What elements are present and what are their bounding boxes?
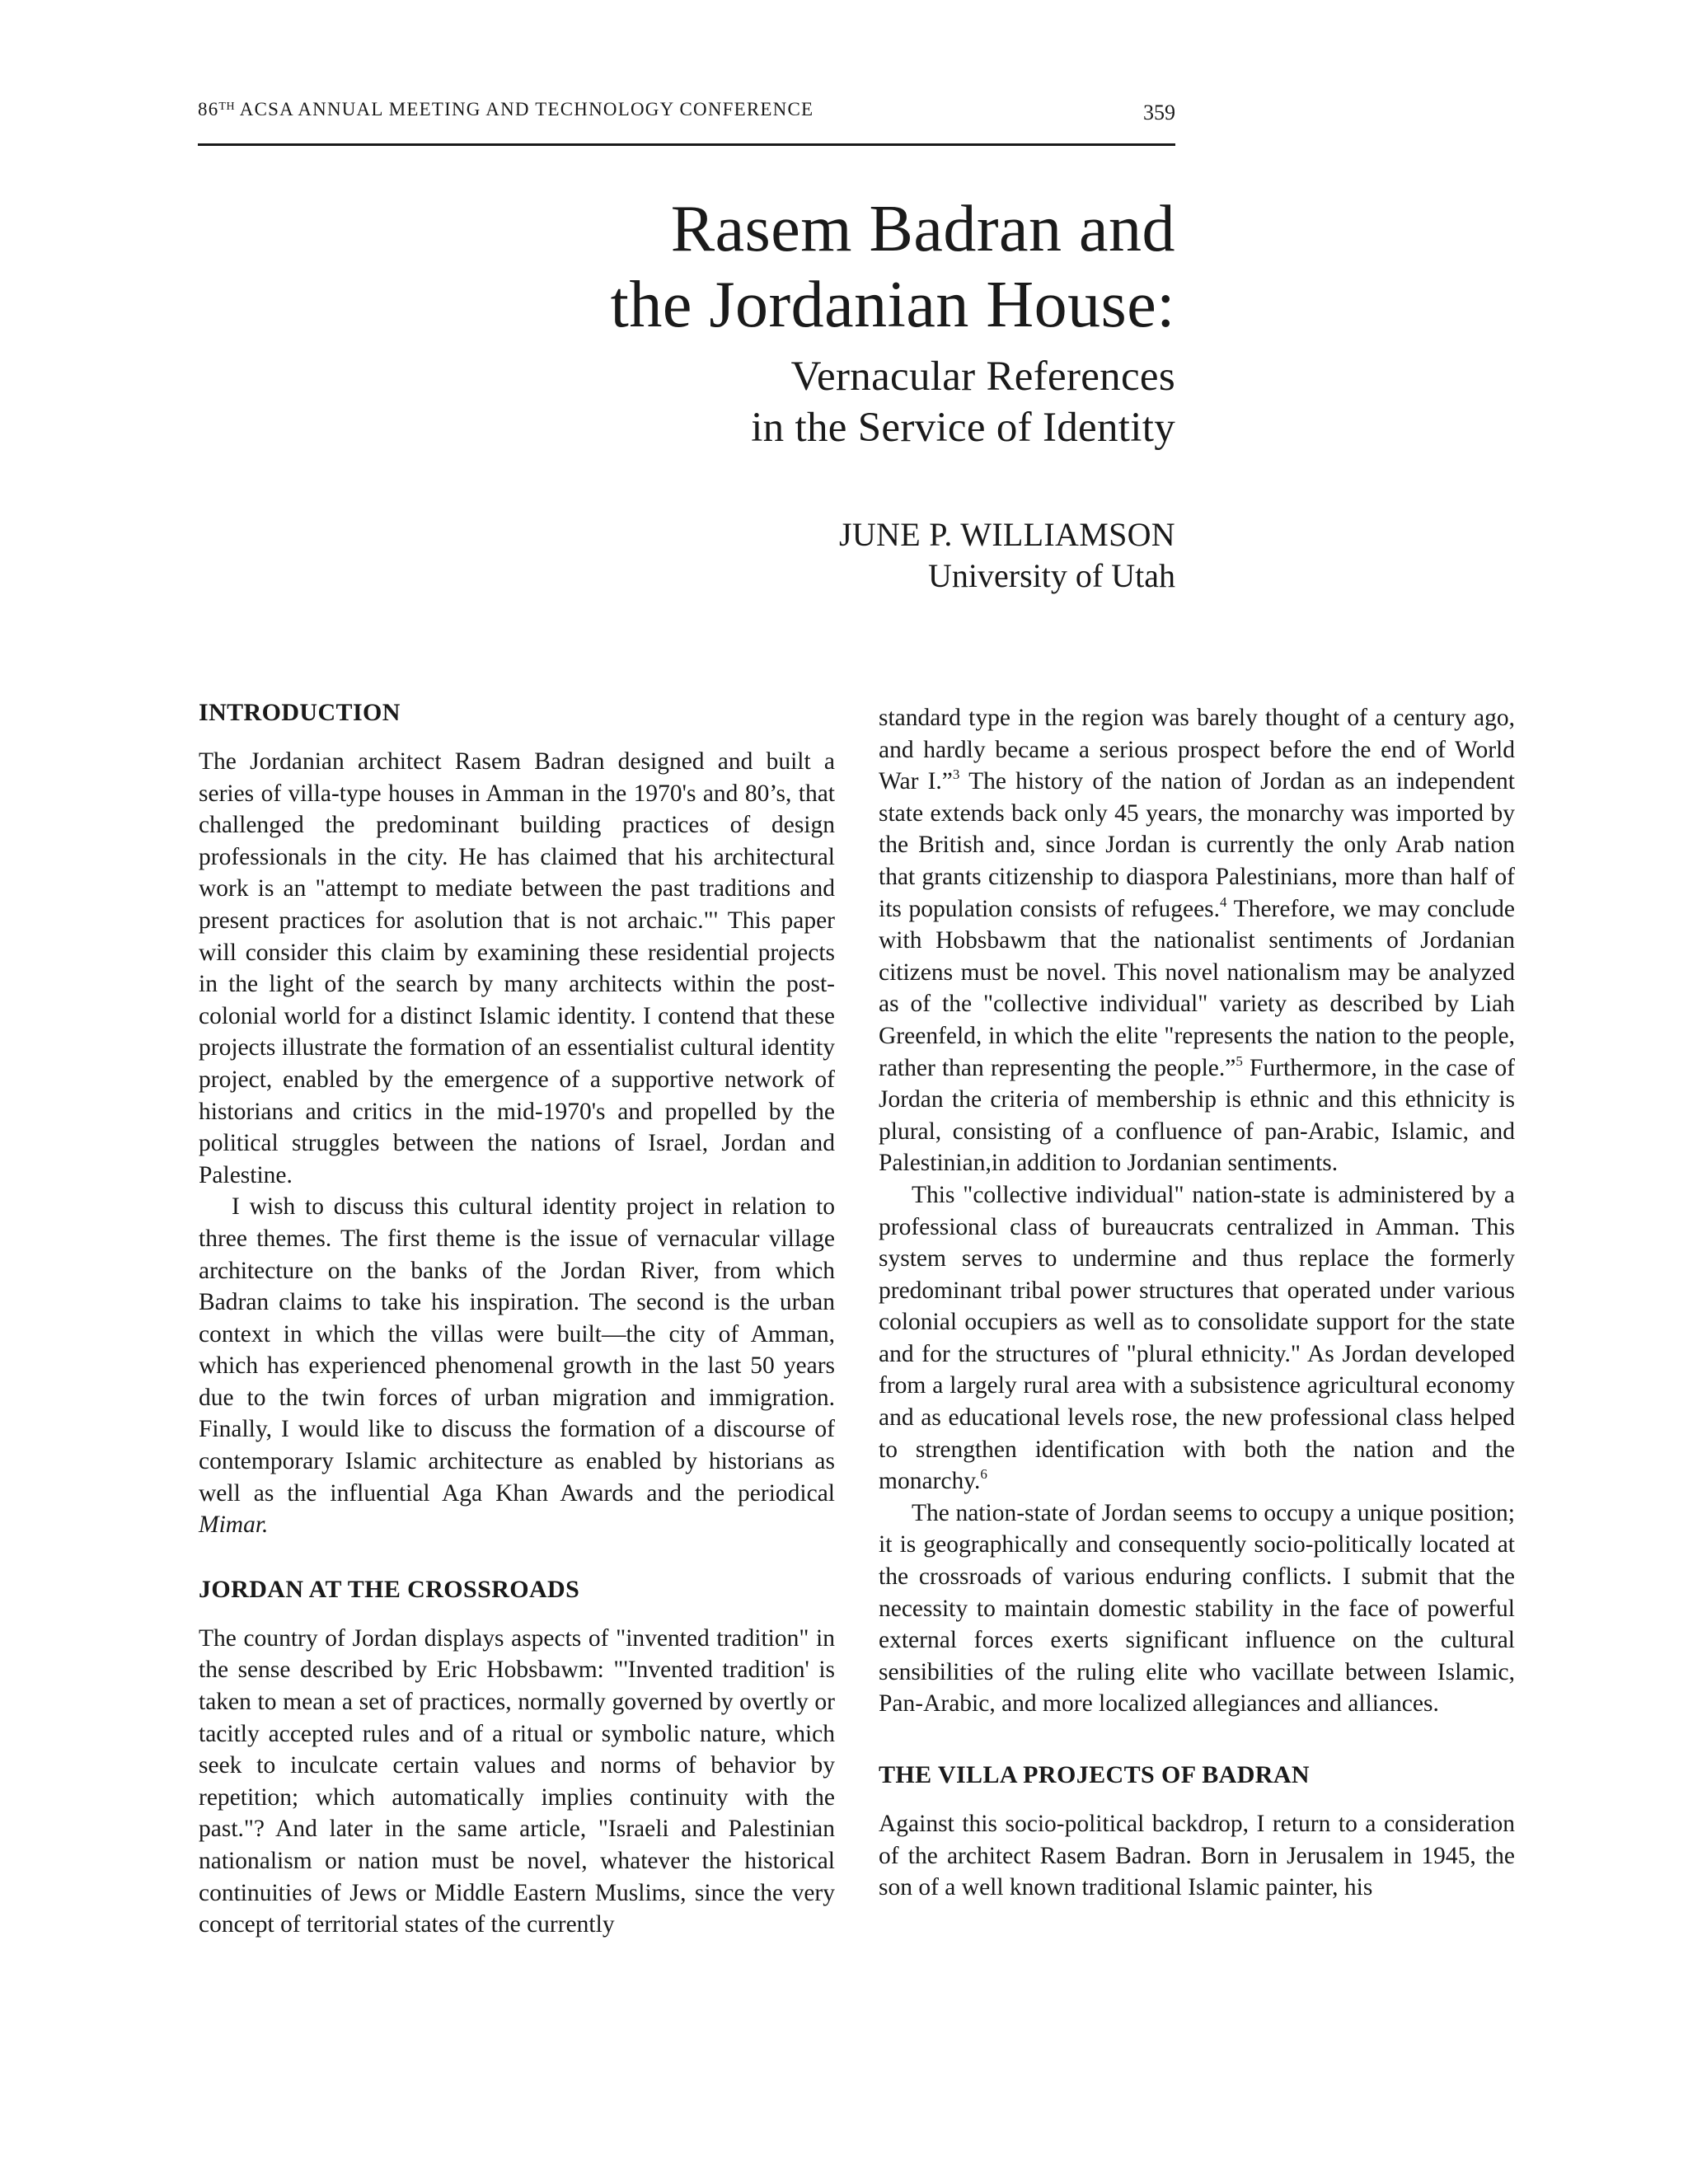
periodical-title: Mimar. — [199, 1511, 269, 1539]
conference-number: 86 — [198, 99, 219, 120]
villa-paragraph-1: Against this socio-political backdrop, I return to a consideration of the architect Rasem Badran. Born in Jerusalem in 1945, the son of a well known traditional Islamic painter, his — [879, 1811, 1515, 1901]
paper-title-line-2: the Jordanian House: — [610, 269, 1175, 341]
text-run: The history of the nation of Jordan as an independent state extends back only 45 years, the monarchy was imported by the British and, since Jordan is currently the only Arab nation that grants citizenship to diaspora Palestinians, more than half of its population consists of refugees. — [879, 768, 1515, 922]
intro-paragraph-2 — [199, 1191, 835, 1541]
right-column — [879, 702, 1515, 1904]
conference-ordinal-suffix: TH — [218, 101, 236, 113]
footnote-marker: 4 — [1220, 893, 1227, 910]
text-run: Furthermore, in the case of Jordan the criteria of membership is ethnic and this ethnicity is plural, consisting of a confluence of pan-Arabic, Islamic, and Palestinian,in addition to Jordanian sentiments. — [879, 1054, 1515, 1177]
paper-title-line-1: Rasem Badran and — [670, 193, 1175, 265]
section-heading-villa-projects: THE VILLA PROJECTS OF BADRAN — [879, 1761, 1310, 1788]
footnote-marker: 3 — [952, 766, 960, 783]
header-rule — [198, 143, 1175, 146]
title-block — [269, 191, 1175, 453]
jordan-paragraph-3: The nation-state of Jordan seems to occupy a unique position; it is geographically and consequently socio-politically located at the crossroads of various enduring conflicts. I submit that the necessity to maintain domestic stability in the face of powerful external forces exerts significant influence on the cultural sensibilities of the ruling elite who vacillate between Islamic, Pan-Arabic, and more localized allegiances and alliances. — [879, 1499, 1515, 1718]
text-run: Therefore, we may conclude with Hobsbawm that the nationalist sentiments of Jordanian citizens must be novel. This novel nationalism may be analyzed as of the "collective individual" variety as described by Liah Greenfeld, in which the elite "represents the nation to the people, rather than representing the people.” — [879, 895, 1515, 1081]
paper-subtitle-line-1: Vernacular References — [790, 354, 1175, 400]
jordan-paragraph-1-continued — [879, 702, 1515, 1179]
author-affiliation: University of Utah — [928, 557, 1175, 594]
jordan-paragraph-1: The country of Jordan displays aspects of "invented tradition" in the sense described by Eric Hobsbawm: "'Invented tradition' is taken to mean a set of practices, normally governed by overtly or tacitly accepted rules and of a ritual or symbolic nature, which seek to inculcate certain values and norms of behavior by repetition; which automatically implies continuity with the past."? And later in the same article, "Israeli and Palestinian nationalism or nation must be novel, whatever the historical continuities of Jews or Middle Eastern Muslims, since the very concept of territorial states of the currently — [199, 1624, 835, 1938]
page-number: 359 — [1143, 101, 1175, 124]
author-name: JUNE P. WILLIAMSON — [839, 516, 1175, 553]
footnote-marker: 6 — [980, 1466, 987, 1483]
running-head — [198, 92, 1175, 125]
jordan-paragraph-2 — [879, 1179, 1515, 1497]
author-block — [434, 514, 1175, 597]
paper-subtitle-line-2: in the Service of Identity — [751, 405, 1175, 451]
intro-paragraph-1: The Jordanian architect Rasem Badran designed and built a series of villa-type houses in Amman in the 1970's and 80’s, that challenged the predominant building practices of design professionals in the city. He has claimed that his architectural work is an "attempt to mediate between the past traditions and present practices for asolution that is not archaic."' This paper will consider this claim by examining these residential projects in the light of the search by many architects within the post-colonial world for a distinct Islamic identity. I contend that these projects illustrate the formation of an essentialist cultural identity project, enabled by the emergence of a supportive network of historians and critics in the mid-1970's and propelled by the political struggles between the nations of Israel, Jordan and Palestine. — [199, 748, 835, 1188]
conference-name: ACSA ANNUAL MEETING AND TECHNOLOGY CONFERENCE — [235, 99, 814, 120]
section-heading-introduction: INTRODUCTION — [199, 699, 401, 726]
section-heading-jordan-at-the-crossroads: JORDAN AT THE CROSSROADS — [199, 1575, 580, 1603]
text-run: This "collective individual" nation-state is administered by a professional class of bureaucrats centralized in Amman. This system serves to undermine and thus replace the formerly predominant tribal power structures that operated under various colonial occupiers as well as to consolidate support for the state and for the structures of "plural ethnicity." As Jordan developed from a largely rural area with a subsistence agricultural economy and as educational levels rose, the new professional class helped to strengthen identification with both the nation and the monarchy. — [879, 1181, 1515, 1495]
footnote-marker: 5 — [1236, 1052, 1243, 1069]
text-run: standard type in the region was barely thought of a century ago, and hardly became a serious prospect before the end of World War I.” — [879, 705, 1515, 795]
conference-title — [198, 99, 814, 120]
intro-paragraph-2-text: I wish to discuss this cultural identity project in relation to three themes. The first theme is the issue of vernacular village architecture on the banks of the Jordan River, from which Badran claims to take his inspiration. The second is the urban context in which the villas were built—the city of Amman, which has experienced phenomenal growth in the last 50 years due to the twin forces of urban migration and immigration. Finally, I would like to discuss the formation of a discourse of contemporary Islamic architecture as enabled by historians as well as the influential Aga Khan Awards and the periodical — [199, 1193, 835, 1507]
left-column — [199, 697, 835, 1941]
